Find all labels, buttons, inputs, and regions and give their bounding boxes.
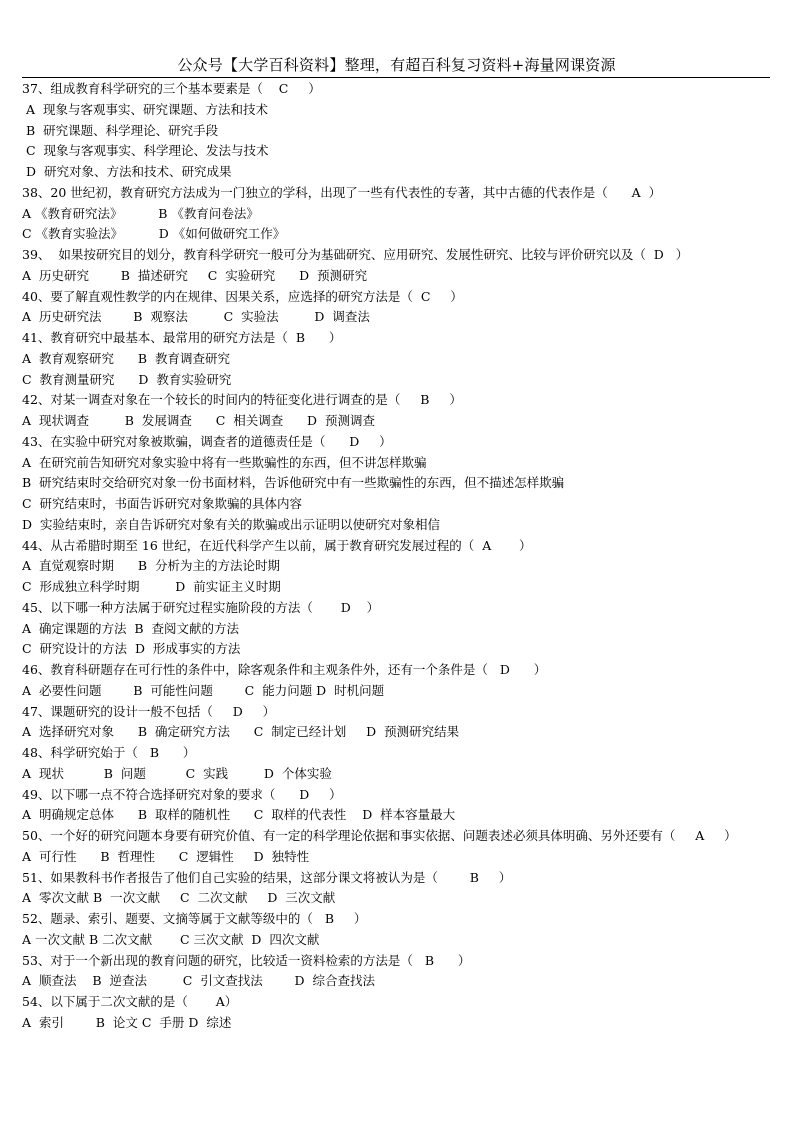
- answer-option: C 研究设计的方法 D 形成事实的方法: [22, 641, 241, 657]
- header-divider: [22, 77, 770, 78]
- answer-option: A 确定课题的方法 B 查阅文献的方法: [22, 620, 240, 636]
- answer-option: A 明确规定总体 B 取样的随机性 C 取样的代表性 D 样本容量最大: [22, 807, 456, 823]
- answer-option: A 现状调查 B 发展调查 C 相关调查 D 预测调查: [22, 413, 376, 428]
- question-stem: 49、以下哪一点不符合选择研究对象的要求（ D ）: [22, 786, 342, 802]
- answer-option: C 现象与客观事实、科学理论、发法与技术: [22, 143, 269, 159]
- question-stem: 38、20 世纪初，教育研究方法成为一门独立的学科，出现了一些有代表性的专著，其中古德的代表作是（ A ）: [22, 184, 662, 200]
- answer-option: A 现状 B 问题 C 实践 D 个体实验: [22, 765, 332, 781]
- question-stem: 39、 如果按研究目的划分，教育科学研究一般可分为基础研究、应用研究、发展性研究、比较与评价研究以及（ D ）: [22, 247, 689, 262]
- question-stem: 45、以下哪一种方法属于研究过程实施阶段的方法（ D ）: [22, 599, 380, 615]
- answer-option: D 研究对象、方法和技术、研究成果: [22, 164, 232, 179]
- answer-option: A 现象与客观事实、研究课题、方法和技术: [22, 101, 268, 117]
- answer-option: C 《教育实验法》 D 《如何做研究工作》: [22, 226, 286, 242]
- question-stem: 42、对某一调查对象在一个较长的时间内的特征变化进行调查的是（ B ）: [22, 392, 462, 408]
- answer-option: C 研究结束时，书面告诉研究对象欺骗的具体内容: [22, 496, 303, 511]
- answer-option: B 研究课题、科学理论、研究手段: [22, 122, 219, 138]
- answer-option: A 历史研究 B 描述研究 C 实验研究 D 预测研究: [22, 267, 368, 283]
- question-stem: 47、课题研究的设计一般不包括（ D ）: [22, 703, 276, 719]
- question-stem: 40、要了解直观性教学的内在规律、因果关系，应选择的研究方法是（ C ）: [22, 288, 463, 304]
- question-stem: 54、以下属于二次文献的是（ A）: [22, 994, 238, 1009]
- answer-option: A 教育观察研究 B 教育调查研究: [22, 350, 230, 366]
- question-stem: 41、教育研究中最基本、最常用的研究方法是（ B ）: [22, 330, 342, 345]
- answer-option: A 零次文献 B 一次文献 C 二次文献 D 三次文献: [22, 890, 336, 906]
- answer-option: A 直觉观察时期 B 分析为主的方法论时期: [22, 558, 280, 574]
- answer-option: A 必要性问题 B 可能性问题 C 能力问题 D 时机问题: [22, 682, 385, 698]
- answer-option: A 索引 B 论文 C 手册 D 综述: [22, 1014, 232, 1030]
- answer-option: B 研究结束时交给研究对象一份书面材料，告诉他研究中有一些欺骗性的东西，但不描述怎样欺骗: [22, 475, 565, 491]
- page-header: 公众号【大学百科资料】整理，有超百科复习资料+海量网课资源: [177, 56, 616, 74]
- answer-option: A 顺查法 B 逆查法 C 引文查找法 D 综合查找法: [22, 973, 376, 989]
- question-stem: 51、如果教科书作者报告了他们自己实验的结果，这部分课文将被认为是（ B ）: [22, 869, 512, 885]
- question-stem: 43、在实验中研究对象被欺骗，调查者的道德责任是（ D ）: [22, 433, 392, 449]
- answer-option: A 选择研究对象 B 确定研究方法 C 制定已经计划 D 预测研究结果: [22, 724, 460, 740]
- answer-option: D 实验结束时，亲自告诉研究对象有关的欺骗或出示证明以使研究对象相信: [22, 516, 440, 532]
- answer-option: A 《教育研究法》 B 《教育问卷法》: [22, 205, 259, 221]
- question-stem: 37、组成教育科学研究的三个基本要素是（ C ）: [22, 81, 321, 96]
- question-stem: 44、从古希腊时期至 16 世纪，在近代科学产生以前，属于教育研究发展过程的（ A ）: [22, 537, 532, 553]
- question-stem: 46、教育科研题存在可行性的条件中，除客观条件和主观条件外，还有一个条件是（ D ）: [22, 662, 547, 677]
- answer-option: C 教育测量研究 D 教育实验研究: [22, 371, 232, 387]
- question-stem: 48、科学研究始于（ B ）: [22, 745, 196, 760]
- question-stem: 52、题录、索引、题要、文摘等属于文献等级中的（ B ）: [22, 911, 367, 926]
- answer-option: C 形成独立科学时期 D 前实证主义时期: [22, 579, 281, 594]
- question-stem: 53、对于一个新出现的教育问题的研究，比较适一资料检索的方法是（ B ）: [22, 952, 471, 968]
- question-list: [22, 79, 774, 1034]
- answer-option: A 在研究前告知研究对象实验中将有一些欺骗性的东西，但不讲怎样欺骗: [22, 454, 427, 470]
- answer-option: A 可行性 B 哲理性 C 逻辑性 D 独特性: [22, 848, 310, 864]
- question-stem: 50、一个好的研究问题本身要有研究价值、有一定的科学理论依据和事实依据、问题表述必须具体明确、另外还要有（ A ）: [22, 828, 737, 843]
- answer-option: A 历史研究法 B 观察法 C 实验法 D 调查法: [22, 309, 370, 325]
- answer-option: A 一次文献 B 二次文献 C 三次文献 D 四次文献: [22, 931, 320, 947]
